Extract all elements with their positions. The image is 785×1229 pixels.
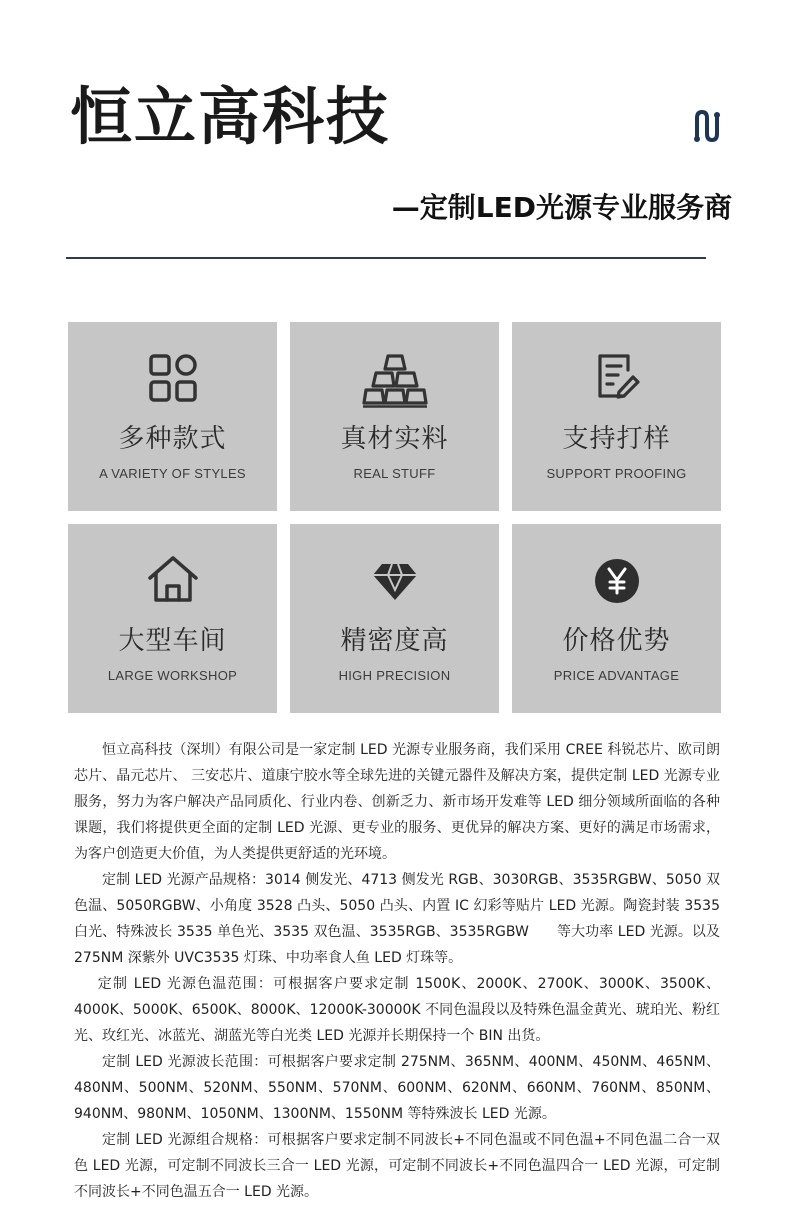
paragraph-color-temperature: 定制 LED 光源色温范围：可根据客户要求定制 1500K、2000K、2700K、3000K、3500K、4000K、5000K、6500K、8000K、12000K-30000K 不同色温段以及特殊色温金黄光、琥珀光、粉红光、玫红光、冰蓝光、湖蓝光等白光类 LED 光源并长期保持一个 BIN 出货。 (74, 976, 720, 1044)
feature-title-cn: 大型车间 (118, 626, 227, 656)
feature-grid (68, 322, 721, 713)
feature-title-cn: 精密度高 (340, 626, 449, 656)
page-subtitle: —定制LED光源专业服务商 (391, 191, 732, 224)
feature-card-precision (290, 524, 499, 713)
feature-title-cn: 价格优势 (562, 626, 671, 656)
feature-title-en: A VARIETY OF STYLES (99, 466, 246, 481)
paragraph-combination: 定制 LED 光源组合规格：可根据客户要求定制不同波长+不同色温或不同色温+不同色温二合一双色 LED 光源，可定制不同波长三合一 LED 光源，可定制不同波长+不同色温四合一 LED 光源，可定制不同波长+不同色温五合一 LED 光源。 (74, 1132, 720, 1200)
feature-card-styles (68, 322, 277, 511)
feature-card-proofing (512, 322, 721, 511)
yen-coin-icon (512, 554, 721, 614)
swirl-logo-icon (690, 108, 722, 144)
diamond-icon (290, 554, 499, 614)
grid-squares-icon (68, 352, 277, 412)
gold-bars-icon (290, 352, 499, 412)
paragraph-wavelength: 定制 LED 光源波长范围：可根据客户要求定制 275NM、365NM、400NM、450NM、465NM、480NM、500NM、520NM、550NM、570NM、600NM、620NM、660NM、760NM、850NM、940NM、980NM、1050NM、1300NM、1550NM 等特殊波长 LED 光源。 (74, 1054, 720, 1122)
feature-title-en: SUPPORT PROOFING (546, 466, 687, 481)
paragraph-specs: 定制 LED 光源产品规格：3014 侧发光、4713 侧发光 RGB、3030RGB、3535RGBW、5050 双色温、5050RGBW、小角度 3528 凸头、5050 凸头、内置 IC 幻彩等贴片 LED 光源。陶瓷封装 3535 白光、特殊波长 3535 单色光、3535 双色温、3535RGB、3535RGBW 等大功率 LED 光源。以及 275NM 深紫外 UVC3535 灯珠、中功率食人鱼 LED 灯珠等。 (74, 872, 720, 966)
feature-card-real-stuff (290, 322, 499, 511)
header-divider (66, 257, 706, 259)
feature-title-cn: 多种款式 (118, 424, 227, 454)
house-icon (68, 554, 277, 614)
feature-title-en: HIGH PRECISION (338, 668, 451, 683)
document-edit-icon (512, 352, 721, 412)
feature-card-price (512, 524, 721, 713)
feature-title-en: LARGE WORKSHOP (107, 668, 238, 683)
paragraph-intro: 恒立高科技（深圳）有限公司是一家定制 LED 光源专业服务商，我们采用 CREE 科锐芯片、欧司朗芯片、晶元芯片、 三安芯片、道康宁胶水等全球先进的关键元器件及解决方案，提供定制 LED 光源专业服务，努力为客户解决产品同质化、行业内卷、创新乏力、新市场开发难等 LED 细分领域所面临的各种课题，我们将提供更全面的定制 LED 光源、更专业的服务、更优异的解决方案、更好的满足市场需求，为客户创造更大价值，为人类提供更舒适的光环境。 (74, 742, 720, 862)
company-title: 恒立高科技 (70, 80, 391, 153)
feature-card-workshop (68, 524, 277, 713)
feature-title-en: PRICE ADVANTAGE (553, 668, 680, 683)
feature-title-en: REAL STUFF (353, 466, 436, 481)
feature-title-cn: 真材实料 (340, 424, 449, 454)
feature-title-cn: 支持打样 (562, 424, 671, 454)
company-description (74, 737, 720, 1205)
